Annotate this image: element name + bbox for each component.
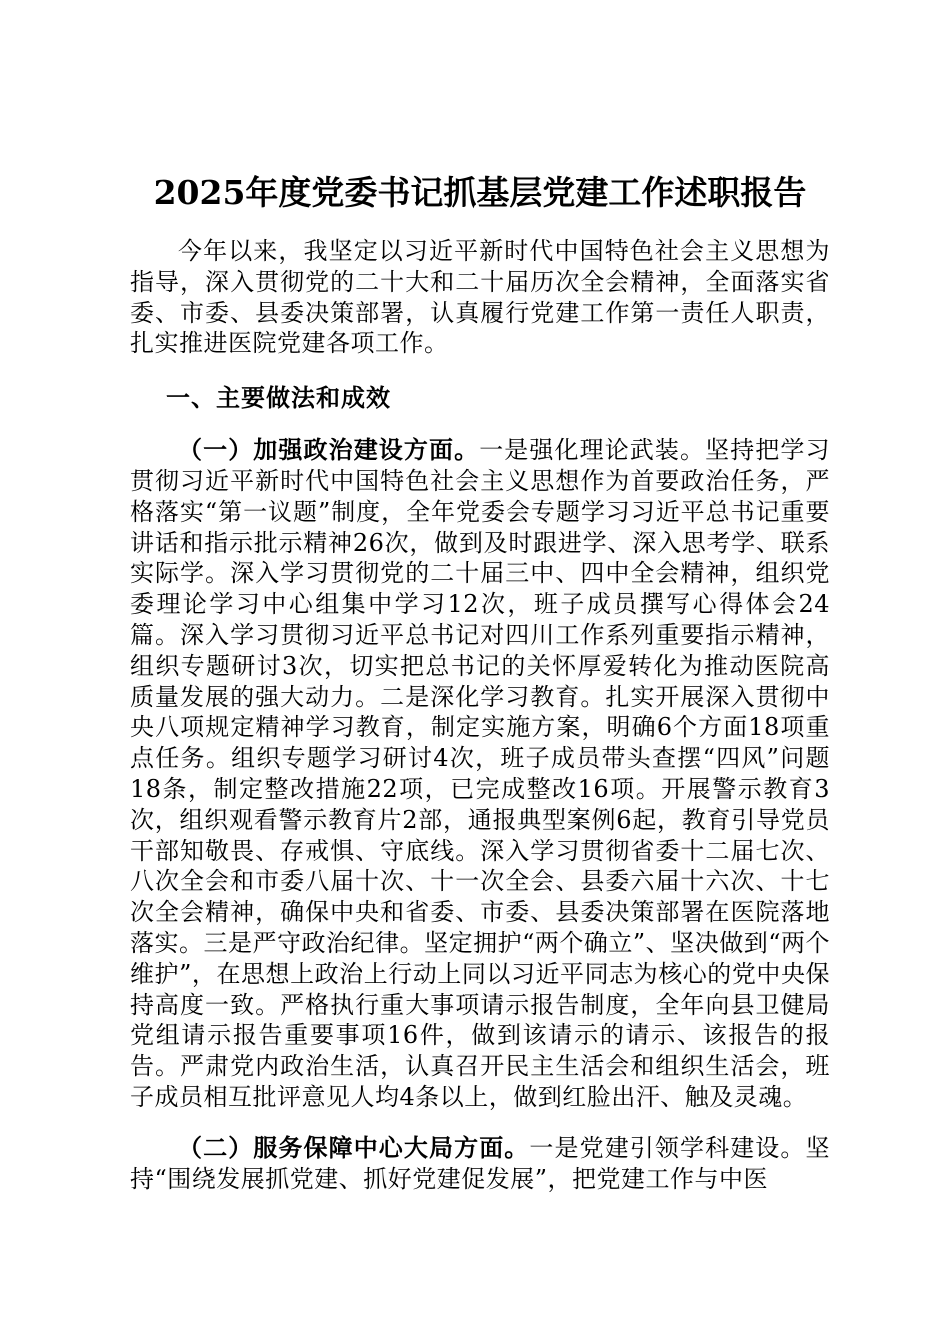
intro-paragraph: 今年以来，我坚定以习近平新时代中国特色社会主义思想为指导，深入贯彻党的二十大和二十届历次全会精神，全面落实省委、市委、县委决策部署，认真履行党建工作第一责任人职责，扎实推进医院党建各项工作。 bbox=[130, 237, 830, 358]
subsection-2-body: 一是党建引领学科建设。坚持“围绕发展抓党建、抓好党建促发展”，把党建工作与中医 bbox=[130, 1133, 831, 1193]
subsection-1-body: 一是强化理论武装。坚持把学习贯彻习近平新时代中国特色社会主义思想作为首要政治任务，严格落实“第一议题”制度，全年党委会专题学习习近平总书记重要讲话和指示批示精神26次，做到及时跟进学、深入思考学、联系实际学。深入学习贯彻党的二十届三中、四中全会精神，组织党委理论学习中心组集中学习12次，班子成员撰写心得体会24篇。深入学习贯彻习近平总书记对四川工作系列重要指示精神，组织专题研讨3次，切实把总书记的关怀厚爱转化为推动医院高质量发展的强大动力。二是深化学习教育。扎实开展深入贯彻中央八项规定精神学习教育，制定实施方案，明确6个方面18项重点任务。组织专题学习研讨4次，班子成员带头查摆“四风”问题18条，制定整改措施22项，已完成整改16项。开展警示教育3次，组织观看警示教育片2部，通报典型案例6起，教育引导党员干部知敬畏、存戒惧、守底线。深入学习贯彻省委十二届七次、八次全会和市委八届十次、十一次全会、县委六届十六次、十七次全会精神，确保中央和省委、市委、县委决策部署在医院落地落实。三是严守政治纪律。坚定拥护“两个确立”、坚决做到“两个维护”，在思想上政治上行动上同以习近平同志为核心的党中央保持高度一致。严格执行重大事项请示报告制度，全年向县卫健局党组请示报告重要事项16件，做到该请示的请示、该报告的报告。严肃党内政治生活，认真召开民主生活会和组织生活会，班子成员相互批评意见人均4条以上，做到红脸出汗、触及灵魂。 bbox=[130, 436, 831, 1111]
section-heading: 一、主要做法和成效 bbox=[166, 383, 391, 413]
subsection-2-lead: （二）服务保障中心大局方面。 bbox=[178, 1132, 530, 1162]
subsection-1-paragraph bbox=[130, 435, 830, 1113]
subsection-1-lead: （一）加强政治建设方面。 bbox=[178, 435, 480, 465]
document-title: 2025年度党委书记抓基层党建工作述职报告 bbox=[153, 173, 807, 212]
subsection-2-paragraph bbox=[130, 1133, 830, 1195]
document-page bbox=[130, 165, 830, 1194]
